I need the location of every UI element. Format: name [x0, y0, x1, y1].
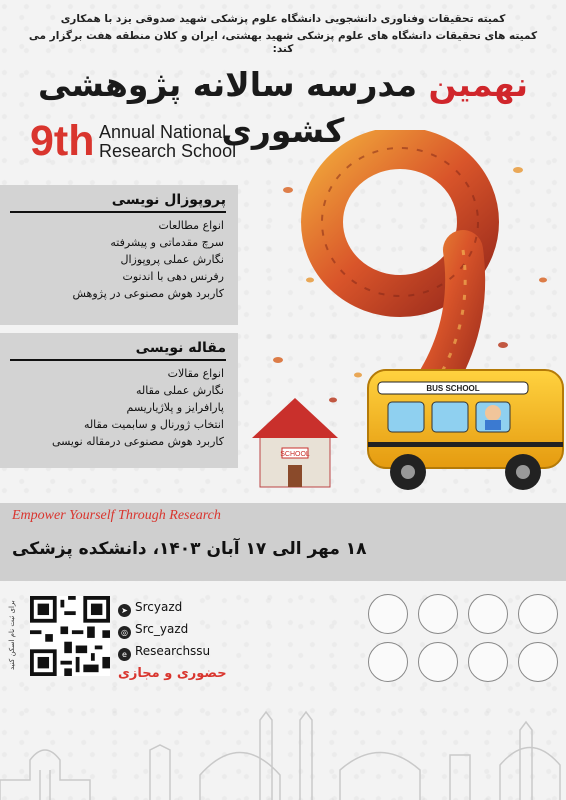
proposal-topics: [0, 217, 238, 302]
list-item: انواع مطالعات: [158, 219, 224, 232]
slogan: Empower Yourself Through Research: [12, 508, 221, 523]
eitaa-link[interactable]: [118, 642, 210, 661]
article-writing-box: [0, 333, 238, 468]
proposal-heading: پروپوزال نویسی: [111, 192, 226, 208]
proposal-writing-box: [0, 185, 238, 325]
qr-caption: برای ثبت نام اسکن کنید: [8, 600, 16, 670]
list-item: نگارش عملی پروپوزال: [120, 253, 224, 266]
title-ordinal: نهمین: [417, 65, 528, 104]
registration-qr-code[interactable]: [30, 596, 110, 676]
qr-code-icon: [30, 596, 110, 676]
list-item: انتخاب ژورنال و سابمیت مقاله: [83, 418, 224, 431]
list-item: کاربرد هوش مصنوعی درمقاله نویسی: [51, 435, 224, 448]
english-title-line-2: Research School: [99, 141, 237, 161]
eitaa-handle: Researchssu: [135, 644, 211, 658]
partner-logos: [368, 592, 558, 687]
article-heading: مقاله نویسی: [135, 340, 226, 356]
heading-underline: [10, 211, 226, 213]
university-logo-icon: [468, 594, 508, 634]
english-title-number: 9th: [30, 117, 95, 165]
list-item: پارافرایز و پلاژیاریسم: [126, 401, 224, 414]
committee-logo-icon: [368, 642, 408, 682]
school-building-icon: [252, 398, 338, 487]
english-title: [99, 123, 236, 161]
telegram-link[interactable]: [118, 598, 182, 617]
school-bus-icon: [368, 370, 563, 490]
school-sign: SCHOOL: [280, 451, 310, 458]
heading-underline: [10, 359, 226, 361]
list-item: انواع مقالات: [167, 367, 224, 380]
eitaa-icon: e: [118, 648, 131, 661]
list-item: کاربرد هوش مصنوعی در پژوهش: [72, 287, 224, 300]
list-item: نگارش عملی مقاله: [135, 384, 224, 397]
event-dates-text: ۱۸ مهر الی ۱۷ آبان ۱۴۰۳، دانشکده پزشکی: [12, 539, 367, 559]
article-topics: [0, 365, 238, 450]
instagram-link[interactable]: [118, 620, 188, 639]
telegram-icon: ➤: [118, 604, 131, 617]
university-logo-icon: [368, 594, 408, 634]
src-logo-icon: [518, 642, 558, 682]
telegram-handle: Srcyazd: [135, 600, 183, 614]
instagram-handle: Src_yazd: [135, 622, 189, 636]
list-item: رفرنس دهی با اندنوت: [122, 270, 224, 283]
instagram-icon: ◎: [118, 626, 131, 639]
organizer-line-2: کمیته های تحقیقات دانشگاه های علوم پزشکی شهید بهشتی، ایران و کلان منطقه هفت برگزار می کند:: [28, 30, 538, 55]
university-logo-icon: [518, 594, 558, 634]
organizer-line-1: کمیته تحقیقات وفناوری دانشجویی دانشگاه علوم پزشکی شهید صدوقی یزد با همکاری: [60, 13, 506, 25]
event-dates: [12, 536, 552, 562]
title-main: مدرسه سالانه پژوهشی کشوری: [37, 65, 418, 150]
illustration: [248, 130, 566, 505]
university-logo-icon: [418, 594, 458, 634]
bus-sign: BUS SCHOOL: [426, 384, 480, 393]
list-item: سرچ مقدماتی و پیشرفته: [110, 236, 224, 249]
committee-logo-icon: [418, 642, 458, 682]
english-title-line-1: Annual National: [99, 122, 227, 142]
attendance-mode: حضوری و مجازی: [118, 666, 227, 681]
committee-logo-icon: [468, 642, 508, 682]
yazd-skyline-icon: [0, 700, 566, 800]
